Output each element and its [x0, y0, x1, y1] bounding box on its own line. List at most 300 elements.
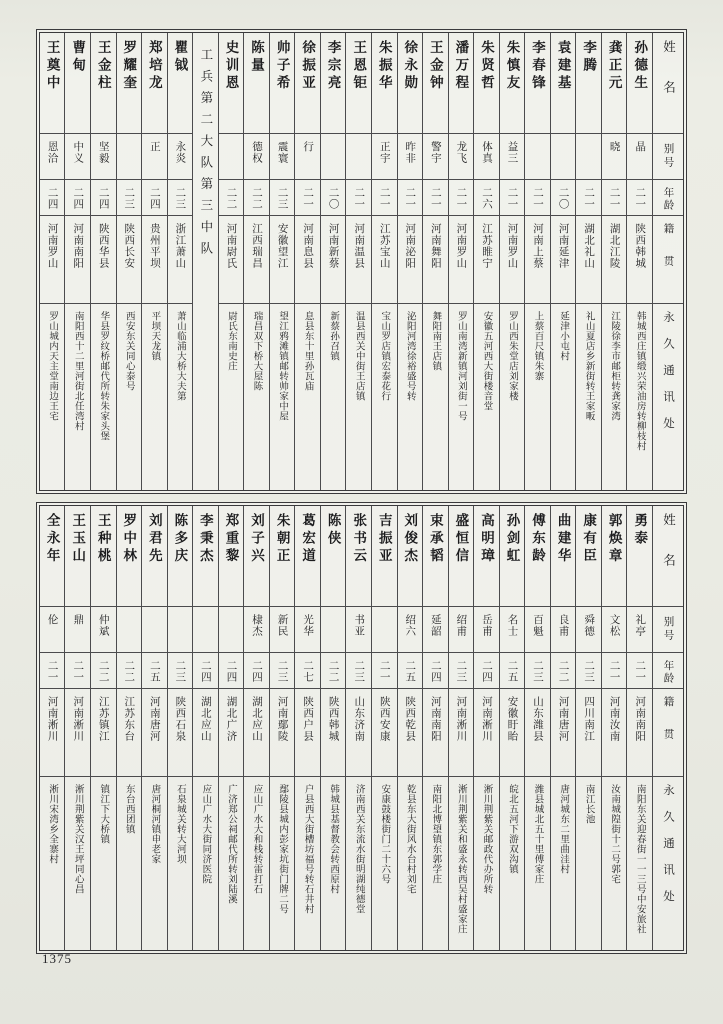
- roster-column: [500, 506, 526, 950]
- roster-column: [398, 506, 424, 950]
- roster-column: [168, 506, 194, 950]
- name-cell: [372, 506, 397, 607]
- age-cell: [219, 653, 244, 689]
- name-cell: [525, 33, 550, 134]
- name-cell: [40, 33, 65, 134]
- alias-cell: [117, 607, 142, 653]
- native-cell: [500, 689, 525, 777]
- name-text: 瞿钺: [172, 40, 188, 75]
- native-cell: [372, 216, 397, 304]
- address-cell: [449, 777, 474, 950]
- alias-cell: [346, 134, 371, 180]
- name-text: 葛宏道: [300, 513, 316, 566]
- roster-column: [40, 33, 66, 490]
- native-cell: [423, 689, 448, 777]
- alias-cell: [244, 134, 269, 180]
- roster-column: [65, 506, 91, 950]
- header-age-label: 年龄: [662, 187, 674, 212]
- alias-cell: [244, 607, 269, 653]
- native-text: 河南鄢陵: [276, 696, 288, 742]
- roster-column: [270, 33, 296, 490]
- alias-cell: [321, 134, 346, 180]
- roster-column: [423, 506, 449, 950]
- native-text: 河南罗山: [455, 223, 467, 269]
- native-cell: [602, 689, 627, 777]
- roster-tables: [36, 29, 687, 954]
- name-cell: [423, 506, 448, 607]
- header-native-label: 籍贯: [662, 696, 674, 761]
- header-address-cell: [653, 304, 683, 490]
- age-text: 二四: [46, 187, 58, 210]
- age-cell: [576, 653, 601, 689]
- address-text: 南阳西十二里河街北任湾村: [72, 311, 83, 431]
- roster-column: [474, 33, 500, 490]
- roster-column: [219, 506, 245, 950]
- native-cell: [576, 689, 601, 777]
- age-text: 二〇: [557, 187, 569, 210]
- native-cell: [423, 216, 448, 304]
- alias-text: 新民: [276, 614, 288, 637]
- address-text: 宝山罗店镇宏泰花行: [379, 311, 390, 401]
- roster-column: [117, 33, 143, 490]
- name-text: 潘万程: [453, 40, 469, 93]
- name-text: 盛恒信: [453, 513, 469, 566]
- name-text: 郭焕章: [606, 513, 622, 566]
- address-cell: [142, 777, 167, 950]
- age-cell: [602, 180, 627, 216]
- address-cell: [576, 304, 601, 490]
- name-cell: [270, 506, 295, 607]
- alias-cell: [65, 134, 90, 180]
- alias-text: 绍甫: [455, 614, 467, 637]
- age-text: 二一: [378, 187, 390, 210]
- native-text: 江苏镇江: [97, 696, 109, 742]
- name-cell: [117, 33, 142, 134]
- name-text: 李春锋: [530, 40, 546, 93]
- header-column: [653, 506, 683, 950]
- name-cell: [295, 33, 320, 134]
- address-text: 瑞昌双下桥大屋陈: [251, 311, 262, 391]
- age-cell: [627, 180, 652, 216]
- address-text: 淅川荆紫关邮政代办所转: [481, 784, 492, 894]
- age-cell: [372, 180, 397, 216]
- native-cell: [500, 216, 525, 304]
- roster-column: [295, 506, 321, 950]
- address-cell: [270, 777, 295, 950]
- native-text: 陕西石泉: [174, 696, 186, 742]
- age-cell: [627, 653, 652, 689]
- age-text: 二四: [225, 660, 237, 683]
- name-cell: [168, 33, 193, 134]
- name-cell: [219, 33, 244, 134]
- header-native-label: 籍贯: [662, 223, 674, 288]
- age-text: 二一: [72, 660, 84, 683]
- roster-column: [193, 506, 219, 950]
- roster-column: [474, 506, 500, 950]
- page-number: 1375: [42, 951, 72, 966]
- age-cell: [244, 180, 269, 216]
- name-cell: [117, 506, 142, 607]
- alias-cell: [219, 134, 244, 180]
- name-text: 罗中林: [121, 513, 137, 566]
- alias-text: 体真: [480, 141, 492, 164]
- native-text: 湖北江陵: [608, 223, 620, 269]
- alias-cell: [91, 607, 116, 653]
- native-cell: [40, 689, 65, 777]
- age-cell: [219, 180, 244, 216]
- alias-text: 延韶: [429, 614, 441, 637]
- native-cell: [449, 216, 474, 304]
- native-text: 河南罗山: [46, 223, 58, 269]
- alias-cell: [576, 134, 601, 180]
- address-text: 温县西关中街王店镇: [353, 311, 364, 401]
- age-cell: [40, 653, 65, 689]
- address-cell: [346, 777, 371, 950]
- roster-column: [321, 506, 347, 950]
- address-text: 泌阳河湾徐裕盛号转: [404, 311, 415, 401]
- alias-text: 良甫: [557, 614, 569, 637]
- alias-cell: [449, 134, 474, 180]
- address-text: 济南西关东流水街明湖纯德堂: [353, 784, 364, 914]
- address-cell: [40, 777, 65, 950]
- address-text: 平坝天龙镇: [149, 311, 160, 361]
- native-cell: [142, 216, 167, 304]
- address-text: 延津小屯村: [558, 311, 569, 361]
- name-cell: [372, 33, 397, 134]
- age-text: 二六: [480, 187, 492, 210]
- address-cell: [321, 777, 346, 950]
- name-text: 李腾: [581, 40, 597, 75]
- address-cell: [423, 304, 448, 490]
- age-cell: [244, 653, 269, 689]
- roster-column: [423, 33, 449, 490]
- age-text: 二五: [506, 660, 518, 683]
- address-text: 户县西大街槽坊福号转石井村: [302, 784, 313, 914]
- name-text: 李宗亮: [325, 40, 341, 93]
- name-text: 张书云: [351, 513, 367, 566]
- name-cell: [321, 33, 346, 134]
- address-cell: [346, 304, 371, 490]
- native-text: 河南上蔡: [532, 223, 544, 269]
- alias-cell: [91, 134, 116, 180]
- address-text: 镇江下大桥镇: [98, 784, 109, 844]
- native-cell: [219, 689, 244, 777]
- address-cell: [602, 777, 627, 950]
- address-text: 罗山西朱堂店刘家楼: [506, 311, 517, 401]
- name-cell: [474, 33, 499, 134]
- address-cell: [474, 304, 499, 490]
- native-text: 湖北应山: [251, 696, 263, 742]
- age-cell: [321, 653, 346, 689]
- native-text: 江西瑞昌: [251, 223, 263, 269]
- name-text: 朱振华: [376, 40, 392, 93]
- alias-cell: [270, 134, 295, 180]
- roster-column: [602, 506, 628, 950]
- header-column: [653, 33, 683, 490]
- alias-cell: [321, 607, 346, 653]
- address-text: 韩城西庄镇缎兴荣油房转柳枝村: [634, 311, 645, 451]
- native-cell: [398, 216, 423, 304]
- address-text: 安康鼓楼街门二十六号: [379, 784, 390, 884]
- address-cell: [295, 304, 320, 490]
- name-text: 郑重黎: [223, 513, 239, 566]
- address-cell: [321, 304, 346, 490]
- alias-cell: [142, 134, 167, 180]
- native-cell: [346, 216, 371, 304]
- alias-text: 恩洽: [46, 141, 58, 164]
- name-cell: [551, 506, 576, 607]
- age-cell: [551, 653, 576, 689]
- roster-column: [65, 33, 91, 490]
- age-text: 二一: [532, 187, 544, 210]
- header-name-label: 姓名: [661, 513, 676, 594]
- name-text: 帅子希: [274, 40, 290, 93]
- address-cell: [168, 777, 193, 950]
- roster-column: [525, 33, 551, 490]
- alias-cell: [117, 134, 142, 180]
- age-text: 二三: [276, 660, 288, 683]
- address-cell: [551, 777, 576, 950]
- roster-column: [244, 33, 270, 490]
- address-cell: [40, 304, 65, 490]
- name-cell: [576, 33, 601, 134]
- native-cell: [398, 689, 423, 777]
- address-cell: [295, 777, 320, 950]
- age-text: 二一: [353, 187, 365, 210]
- address-text: 南阳东关迎春街一一三号中安旅社: [634, 784, 645, 934]
- address-cell: [525, 777, 550, 950]
- address-text: 汝南城隍街十二号郭宅: [609, 784, 620, 884]
- name-text: 王恩钜: [351, 40, 367, 93]
- native-text: 安徽盱眙: [506, 696, 518, 742]
- alias-text: 鼎: [72, 614, 84, 626]
- age-cell: [40, 180, 65, 216]
- age-text: 二三: [276, 187, 288, 210]
- alias-text: 震寰: [276, 141, 288, 164]
- alias-cell: [500, 607, 525, 653]
- address-cell: [627, 304, 652, 490]
- age-text: 二七: [302, 660, 314, 683]
- native-text: 陕西韩城: [327, 696, 339, 742]
- alias-cell: [346, 607, 371, 653]
- age-text: 二四: [429, 660, 441, 683]
- name-text: 郑培龙: [146, 40, 162, 93]
- age-text: 二一: [429, 187, 441, 210]
- native-text: 陕西韩城: [634, 223, 646, 269]
- age-text: 二一: [634, 187, 646, 210]
- roster-column: [449, 506, 475, 950]
- alias-text: 警宇: [429, 141, 441, 164]
- native-cell: [270, 689, 295, 777]
- native-text: 浙江萧山: [174, 223, 186, 269]
- age-text: 二一: [46, 660, 58, 683]
- name-cell: [627, 33, 652, 134]
- name-cell: [65, 506, 90, 607]
- age-text: 二一: [583, 187, 595, 210]
- native-text: 山东潍县: [532, 696, 544, 742]
- unit-label: 工兵第二大队第三中队: [198, 48, 213, 263]
- address-cell: [398, 304, 423, 490]
- age-text: 二二: [557, 660, 569, 683]
- address-cell: [168, 304, 193, 490]
- name-cell: [244, 33, 269, 134]
- name-cell: [91, 506, 116, 607]
- age-text: 二三: [455, 660, 467, 683]
- address-cell: [500, 777, 525, 950]
- age-text: 二一: [455, 187, 467, 210]
- roster-column: [40, 506, 66, 950]
- native-text: 江苏睢宁: [480, 223, 492, 269]
- alias-text: 棣杰: [251, 614, 263, 637]
- age-cell: [270, 653, 295, 689]
- address-cell: [449, 304, 474, 490]
- age-text: 二二: [225, 187, 237, 210]
- name-cell: [627, 506, 652, 607]
- age-text: 二四: [148, 187, 160, 210]
- age-cell: [168, 180, 193, 216]
- alias-text: 正宇: [378, 141, 390, 164]
- age-text: 二三: [123, 187, 135, 210]
- native-text: 湖北应山: [199, 696, 211, 742]
- native-text: 陕西乾县: [404, 696, 416, 742]
- roster-column: [142, 33, 168, 490]
- alias-text: 德权: [251, 141, 263, 164]
- alias-text: 光华: [302, 614, 314, 637]
- name-text: 罗耀奎: [121, 40, 137, 93]
- alias-cell: [193, 607, 218, 653]
- alias-cell: [627, 134, 652, 180]
- address-text: 西安东关同心泰号: [123, 311, 134, 391]
- age-text: 二四: [72, 187, 84, 210]
- alias-text: 正: [148, 141, 160, 153]
- age-cell: [193, 653, 218, 689]
- native-cell: [91, 689, 116, 777]
- native-cell: [321, 689, 346, 777]
- alias-cell: [65, 607, 90, 653]
- alias-text: 晓: [608, 141, 620, 153]
- age-text: 二三: [532, 660, 544, 683]
- age-text: 二三: [583, 660, 595, 683]
- native-cell: [117, 689, 142, 777]
- native-text: 河南延津: [557, 223, 569, 269]
- name-text: 袁建基: [555, 40, 571, 93]
- alias-cell: [474, 134, 499, 180]
- name-cell: [474, 506, 499, 607]
- age-cell: [117, 653, 142, 689]
- address-text: 应山广水大和栈转雷打石: [251, 784, 262, 894]
- age-text: 二二: [327, 660, 339, 683]
- alias-cell: [142, 607, 167, 653]
- name-text: 徐永勋: [402, 40, 418, 93]
- native-cell: [346, 689, 371, 777]
- roster-column: [576, 33, 602, 490]
- alias-text: 行: [302, 141, 314, 153]
- address-text: 息县东十里孙瓦庙: [302, 311, 313, 391]
- address-cell: [117, 777, 142, 950]
- age-cell: [295, 180, 320, 216]
- header-address-label: 永久通讯处: [662, 311, 674, 444]
- alias-cell: [551, 134, 576, 180]
- address-cell: [244, 777, 269, 950]
- alias-text: 龙飞: [455, 141, 467, 164]
- age-cell: [449, 180, 474, 216]
- age-text: 二四: [480, 660, 492, 683]
- name-cell: [602, 506, 627, 607]
- native-text: 河南尉氏: [225, 223, 237, 269]
- address-text: 淅川荆紫关汉王坪同心昌: [72, 784, 83, 894]
- alias-text: 岳甫: [480, 614, 492, 637]
- name-text: 刘子兴: [249, 513, 265, 566]
- native-cell: [602, 216, 627, 304]
- address-cell: [525, 304, 550, 490]
- age-cell: [65, 653, 90, 689]
- address-cell: [551, 304, 576, 490]
- native-text: 江苏东台: [123, 696, 135, 742]
- address-cell: [474, 777, 499, 950]
- native-cell: [244, 216, 269, 304]
- native-text: 湖北礼山: [583, 223, 595, 269]
- native-text: 河南淅川: [72, 696, 84, 742]
- age-text: 二二: [97, 660, 109, 683]
- address-cell: [244, 304, 269, 490]
- name-text: 刘俊杰: [402, 513, 418, 566]
- native-text: 四川南江: [583, 696, 595, 742]
- alias-cell: [449, 607, 474, 653]
- name-cell: [193, 506, 218, 607]
- age-text: 二一: [608, 660, 620, 683]
- roster-column: [91, 506, 117, 950]
- age-cell: [474, 180, 499, 216]
- age-text: 二三: [174, 660, 186, 683]
- address-text: 应山广水大街同济医院: [200, 784, 211, 884]
- alias-cell: [219, 607, 244, 653]
- header-alias-label: 别号: [662, 616, 674, 643]
- native-cell: [270, 216, 295, 304]
- native-cell: [372, 689, 397, 777]
- address-text: 东台西团镇: [123, 784, 134, 834]
- address-cell: [91, 304, 116, 490]
- native-cell: [168, 216, 193, 304]
- header-age-cell: [653, 180, 683, 216]
- header-alias-label: 别号: [662, 143, 674, 170]
- native-cell: [627, 216, 652, 304]
- native-text: 陕西华县: [97, 223, 109, 269]
- native-cell: [117, 216, 142, 304]
- age-text: 二〇: [327, 187, 339, 210]
- address-text: 罗山城内天主堂南边王宅: [47, 311, 58, 421]
- address-text: 淅川荆紫关和盛永转西吴村盛家庄: [455, 784, 466, 934]
- alias-cell: [295, 607, 320, 653]
- roster-column: [551, 506, 577, 950]
- alias-cell: [168, 607, 193, 653]
- age-cell: [142, 653, 167, 689]
- native-text: 河南汝南: [608, 696, 620, 742]
- alias-text: 百魁: [532, 614, 544, 637]
- name-cell: [219, 506, 244, 607]
- native-cell: [295, 216, 320, 304]
- native-cell: [219, 216, 244, 304]
- alias-text: 伦: [46, 614, 58, 626]
- alias-text: 益三: [506, 141, 518, 164]
- name-cell: [40, 506, 65, 607]
- alias-text: 昨非: [404, 141, 416, 164]
- name-cell: [270, 33, 295, 134]
- address-text: 唐河桐河镇申老家: [149, 784, 160, 864]
- age-cell: [551, 180, 576, 216]
- alias-text: 坚毅: [97, 141, 109, 164]
- age-cell: [346, 653, 371, 689]
- address-text: 罗山南湾新镇河刘街一号: [455, 311, 466, 421]
